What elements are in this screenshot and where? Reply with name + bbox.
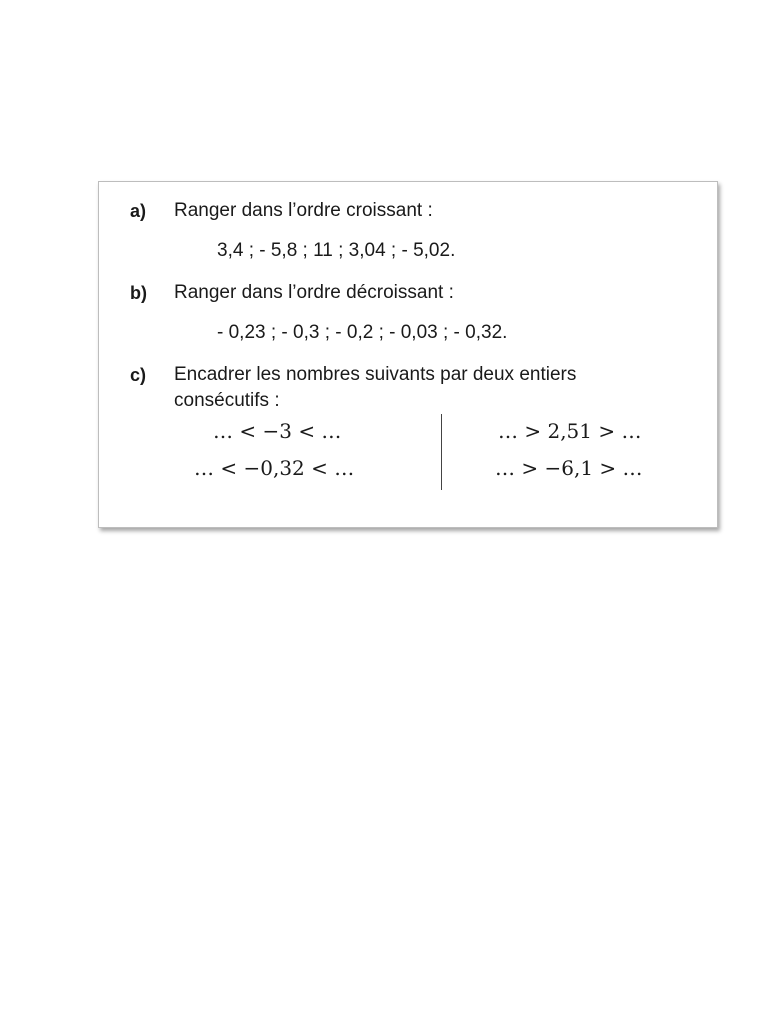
question-a-label: a) (130, 201, 147, 221)
column-divider (441, 414, 442, 490)
inequality-right-2: … > −6,1 > … (495, 456, 643, 480)
inequality-left-1: … < −3 < … (213, 419, 342, 443)
question-c-line2 (99, 389, 719, 413)
question-a-text: Ranger dans l’ordre croissant : (174, 200, 433, 221)
inequality-right-1: … > 2,51 > … (498, 419, 642, 443)
question-c-text-line1: Encadrer les nombres suivants par deux entiers (174, 364, 577, 385)
question-c-label: c) (130, 365, 147, 385)
question-b-label: b) (130, 283, 147, 303)
question-b-sequence: - 0,23 ; - 0,3 ; - 0,2 ; - 0,03 ; - 0,32. (217, 322, 508, 343)
question-b-text: Ranger dans l’ordre décroissant : (174, 282, 454, 303)
question-a (99, 199, 719, 223)
question-c-text-line2: consécutifs : (174, 390, 280, 411)
question-a-sequence: 3,4 ; - 5,8 ; 11 ; 3,04 ; - 5,02. (217, 240, 456, 261)
question-c (99, 363, 719, 387)
inequality-left-2: … < −0,32 < … (194, 456, 355, 480)
exercise-card (98, 181, 718, 528)
question-b (99, 281, 719, 305)
